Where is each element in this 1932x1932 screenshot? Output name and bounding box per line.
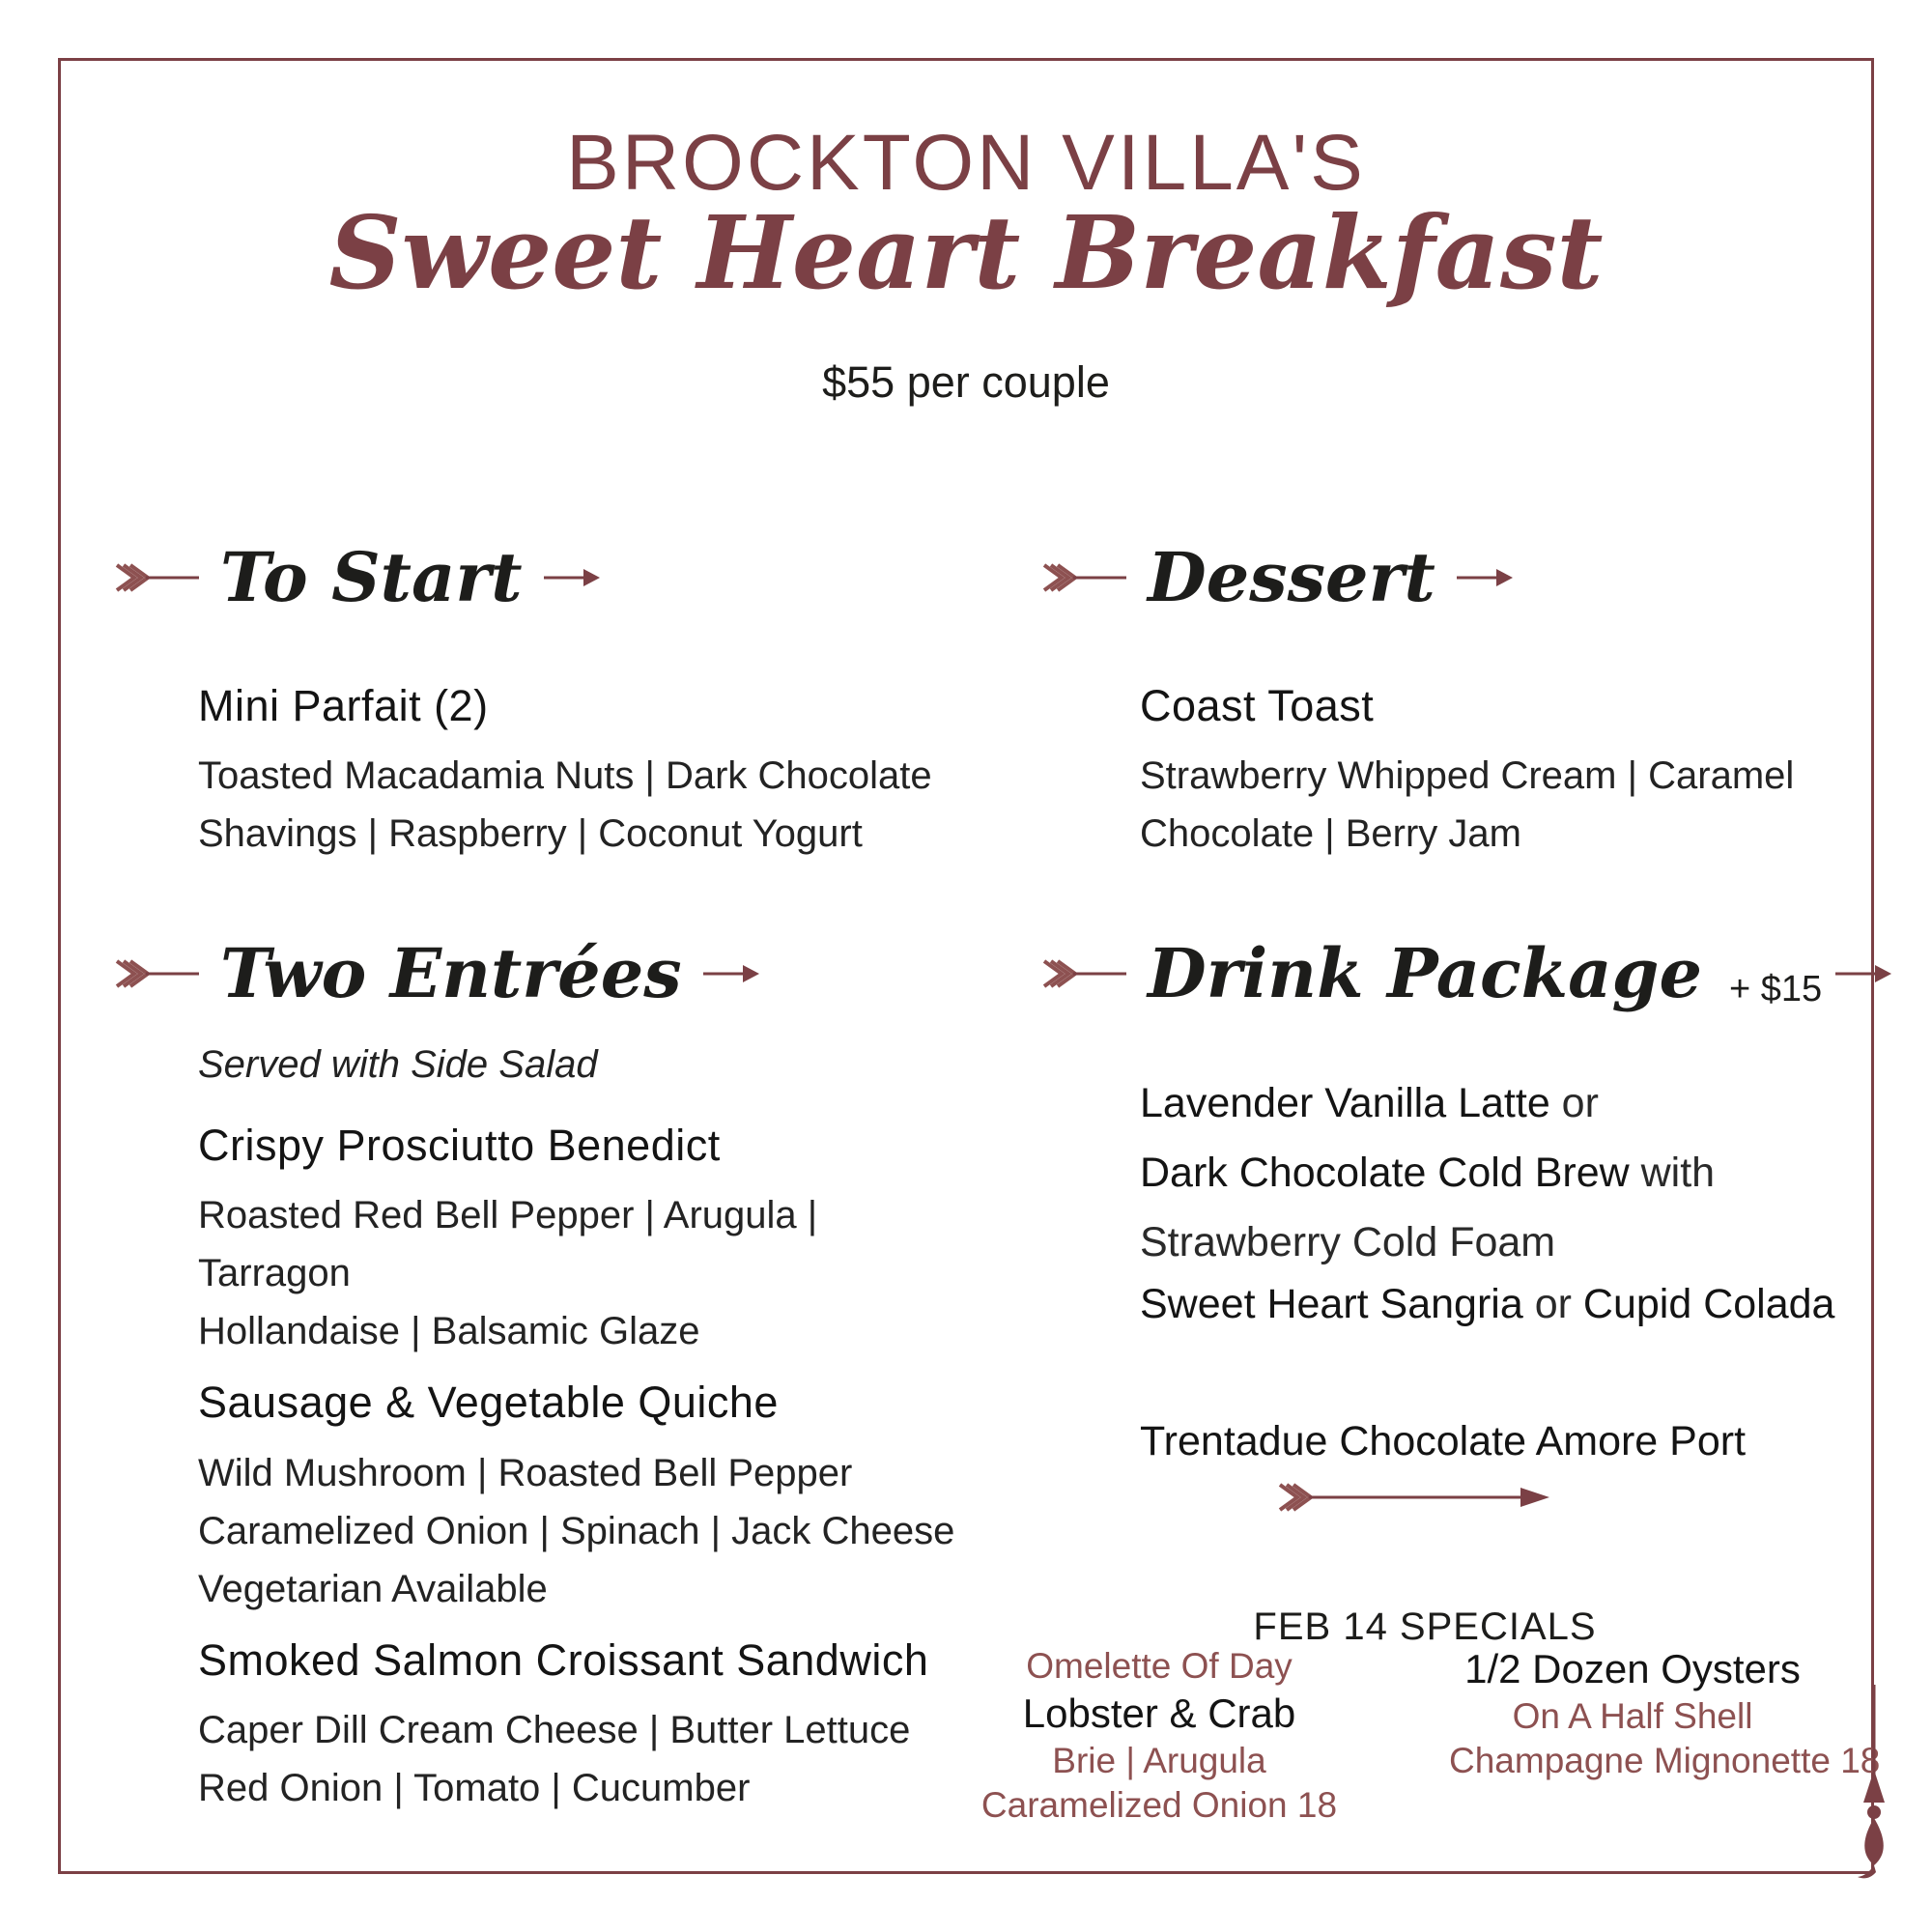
restaurant-name: BROCKTON VILLA'S — [566, 119, 1366, 207]
section-title: To Start — [220, 537, 523, 617]
section-heading-two-entrees — [114, 933, 759, 1013]
drink-option: Strawberry Cold Foam — [1140, 1219, 1556, 1265]
drink-package-price: + $15 — [1729, 968, 1823, 1009]
arrow-fletching-icon — [1041, 954, 1126, 993]
menu-item — [1140, 679, 1913, 863]
arrow-fletching-icon — [1041, 558, 1126, 597]
to-start-items — [198, 679, 971, 878]
arrow-fletching-icon — [114, 558, 199, 597]
two-entrees-items — [198, 1119, 971, 1833]
menu-item-name: Coast Toast — [1140, 681, 1375, 730]
special-item-line: 1/2 Dozen Oysters — [1464, 1646, 1801, 1691]
arrow-head-icon — [544, 558, 600, 597]
drink-group-coffee — [1140, 1068, 1932, 1277]
section-note: Served with Side Salad — [198, 1043, 598, 1086]
specials-heading: FEB 14 SPECIALS — [1253, 1605, 1597, 1648]
arrow-head-icon — [1835, 954, 1891, 993]
section-heading-drink-package — [1041, 933, 1891, 1013]
special-column-oysters — [1449, 1644, 1881, 1783]
arrow-head-icon — [1457, 558, 1513, 597]
special-column-omelette — [976, 1644, 1343, 1828]
arrow-head-icon — [703, 954, 759, 993]
dessert-items — [1140, 679, 1913, 878]
menu-item — [198, 679, 971, 863]
menu-item-name: Mini Parfait (2) — [198, 681, 489, 730]
menu-item — [198, 1119, 971, 1360]
drink-option: Trentadue Chocolate Amore Port — [1140, 1418, 1747, 1464]
drink-option: Sweet Heart Sangria or Cupid Colada — [1140, 1281, 1835, 1327]
price-per-couple: $55 per couple — [822, 357, 1110, 407]
special-item-line: Brie | Arugula — [1052, 1741, 1266, 1780]
menu-item-desc: Strawberry Whipped Cream | Caramel Chocolate | Berry Jam — [1140, 754, 1795, 856]
arrow-divider-icon — [1277, 1478, 1549, 1517]
menu-item-desc: Roasted Red Bell Pepper | Arugula | Tarragon Hollandaise | Balsamic Glaze — [198, 1194, 818, 1353]
drink-option: Lavender Vanilla Latte or — [1140, 1080, 1599, 1126]
menu-item — [198, 1634, 971, 1817]
drink-group-cocktails — [1140, 1269, 1932, 1339]
special-item-line: Omelette Of Day — [1026, 1646, 1293, 1686]
arrow-fletching-icon — [114, 954, 199, 993]
menu-item-name: Sausage & Vegetable Quiche — [198, 1378, 779, 1428]
menu-item-desc: Caper Dill Cream Cheese | Butter Lettuce Red Onion | Tomato | Cucumber — [198, 1708, 911, 1809]
menu-item-desc: Wild Mushroom | Roasted Bell Pepper Caramelized Onion | Spinach | Jack Cheese Vegetarian Available — [198, 1451, 955, 1610]
section-title: Drink Package — [1148, 933, 1703, 1013]
section-heading-to-start — [114, 537, 600, 617]
drink-option: Dark Chocolate Cold Brew with — [1140, 1150, 1716, 1196]
special-item-line: On A Half Shell — [1512, 1696, 1753, 1736]
special-item-line: Caramelized Onion 18 — [980, 1785, 1338, 1825]
menu-item — [198, 1376, 971, 1617]
bottom-ornament-arrow-icon — [1853, 1685, 1895, 1888]
menu-item-desc: Toasted Macadamia Nuts | Dark Chocolate Shavings | Raspberry | Coconut Yogurt — [198, 754, 932, 856]
section-title: Two Entrées — [220, 933, 682, 1013]
menu-item-name: Crispy Prosciutto Benedict — [198, 1121, 721, 1170]
special-item-line: Champagne Mignonette 18 — [1449, 1741, 1881, 1780]
drink-group-port — [1140, 1406, 1932, 1476]
section-heading-dessert — [1041, 537, 1513, 617]
menu-item-name: Smoked Salmon Croissant Sandwich — [198, 1634, 929, 1685]
menu-title: Sweet Heart Breakfast — [328, 193, 1604, 312]
section-title: Dessert — [1148, 537, 1435, 617]
special-item-line: Lobster & Crab — [1022, 1690, 1296, 1736]
